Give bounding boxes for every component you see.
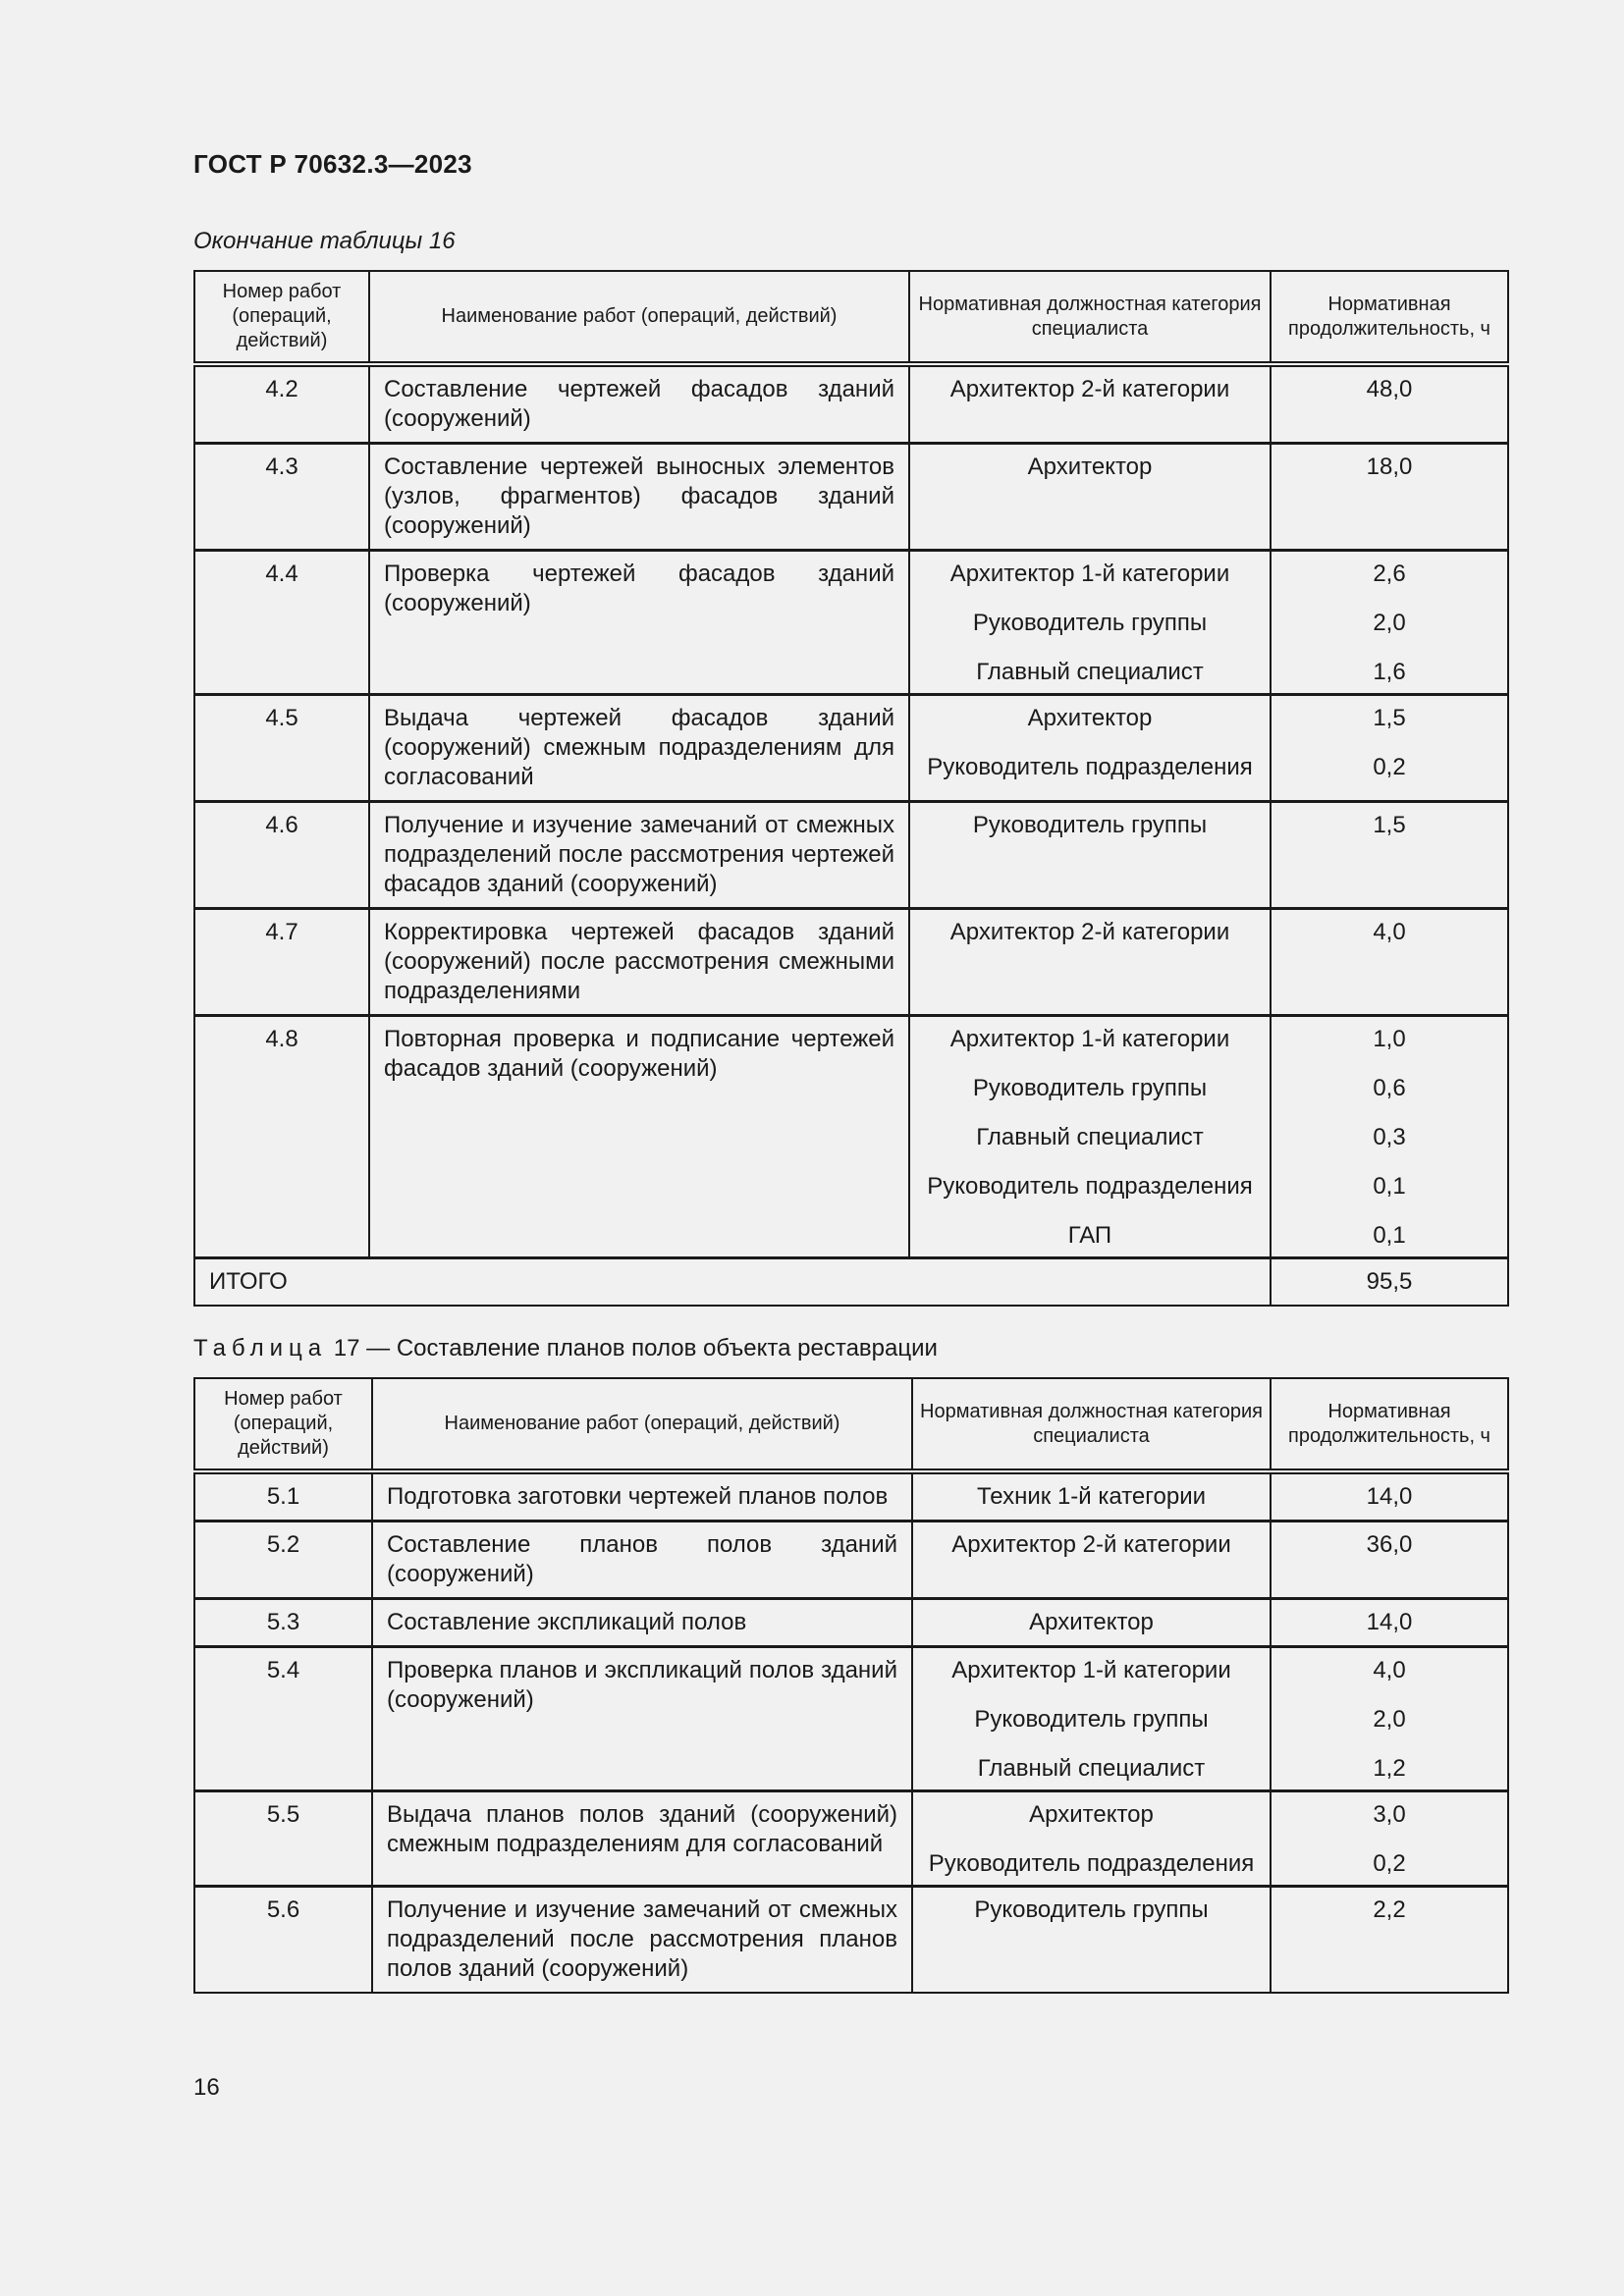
row-hours	[1271, 444, 1508, 551]
table17-caption-word: Таблица	[193, 1335, 328, 1362]
table-17-body	[194, 1471, 1508, 1993]
role-entry: Главный специалист	[976, 659, 1204, 685]
table-row	[194, 1887, 1508, 1994]
table-row	[194, 909, 1508, 1016]
row-hours	[1271, 1647, 1508, 1791]
hours-entry: 1,0	[1373, 1026, 1406, 1052]
table-17	[193, 1377, 1509, 1994]
row-number: 4.6	[194, 802, 369, 909]
total-value: 95,5	[1271, 1258, 1508, 1307]
row-number: 5.4	[194, 1647, 372, 1791]
hours-entry: 4,0	[1373, 1657, 1406, 1683]
role-entry: Архитектор	[1029, 1609, 1154, 1635]
column-header-category: Нормативная должностная категория специалиста	[912, 1378, 1271, 1471]
row-work-name: Составление планов полов зданий (сооружений)	[372, 1522, 912, 1599]
row-roles	[909, 364, 1271, 444]
row-roles	[912, 1887, 1271, 1994]
row-hours	[1271, 364, 1508, 444]
row-number: 4.5	[194, 695, 369, 802]
row-number: 4.8	[194, 1016, 369, 1258]
row-number: 4.7	[194, 909, 369, 1016]
row-hours	[1271, 1599, 1508, 1647]
role-entry: Техник 1-й категории	[976, 1483, 1207, 1510]
hours-entry: 14,0	[1366, 1483, 1413, 1510]
hours-entry: 0,1	[1373, 1173, 1406, 1200]
role-entry: Архитектор	[1027, 705, 1153, 731]
row-hours	[1271, 1016, 1508, 1258]
role-entry: Руководитель группы	[974, 1706, 1209, 1733]
row-roles	[912, 1471, 1271, 1522]
hours-entry: 14,0	[1366, 1609, 1413, 1635]
table-row	[194, 1791, 1508, 1887]
row-number: 4.3	[194, 444, 369, 551]
row-work-name: Повторная проверка и подписание чертежей фасадов зданий (сооружений)	[369, 1016, 909, 1258]
role-entry: Архитектор	[1029, 1801, 1154, 1828]
row-number: 5.5	[194, 1791, 372, 1887]
row-hours	[1271, 1471, 1508, 1522]
table-row	[194, 364, 1508, 444]
row-hours	[1271, 695, 1508, 802]
row-work-name: Корректировка чертежей фасадов зданий (сооружений) после рассмотрения смежными подразделениями	[369, 909, 909, 1016]
hours-entry: 4,0	[1373, 919, 1406, 945]
row-work-name: Составление экспликаций полов	[372, 1599, 912, 1647]
column-header-name: Наименование работ (операций, действий)	[372, 1378, 912, 1471]
hours-entry: 0,2	[1373, 1850, 1406, 1877]
column-header-name: Наименование работ (операций, действий)	[369, 271, 909, 364]
row-work-name: Получение и изучение замечаний от смежных подразделений после рассмотрения чертежей фасадов зданий (сооружений)	[369, 802, 909, 909]
hours-entry: 36,0	[1366, 1531, 1413, 1558]
hours-entry: 2,0	[1373, 610, 1406, 636]
row-roles	[912, 1599, 1271, 1647]
hours-entry: 3,0	[1373, 1801, 1406, 1828]
row-work-name: Составление чертежей выносных элементов (узлов, фрагментов) фасадов зданий (сооружений)	[369, 444, 909, 551]
total-row	[194, 1258, 1508, 1307]
row-work-name: Выдача планов полов зданий (сооружений) смежным подразделениям для согласований	[372, 1791, 912, 1887]
row-roles	[909, 909, 1271, 1016]
row-hours	[1271, 909, 1508, 1016]
table-row	[194, 551, 1508, 695]
column-header-number: Номер работ (операций, действий)	[194, 271, 369, 364]
role-entry: Руководитель группы	[972, 1075, 1208, 1101]
row-hours	[1271, 1791, 1508, 1887]
role-entry: Руководитель группы	[974, 1896, 1209, 1923]
row-work-name: Проверка чертежей фасадов зданий (сооружений)	[369, 551, 909, 695]
table-header-row	[194, 271, 1508, 364]
row-hours	[1271, 802, 1508, 909]
role-entry: Архитектор 1-й категории	[949, 1026, 1230, 1052]
row-hours	[1271, 551, 1508, 695]
table-16	[193, 270, 1509, 1307]
table-row	[194, 444, 1508, 551]
table-row	[194, 695, 1508, 802]
column-header-duration: Нормативная продолжительность, ч	[1271, 1378, 1508, 1471]
row-number: 5.2	[194, 1522, 372, 1599]
row-work-name: Проверка планов и экспликаций полов зданий (сооружений)	[372, 1647, 912, 1791]
role-entry: Архитектор	[1027, 454, 1153, 480]
hours-entry: 1,2	[1373, 1755, 1406, 1782]
row-roles	[909, 551, 1271, 695]
hours-entry: 0,3	[1373, 1124, 1406, 1150]
row-roles	[912, 1522, 1271, 1599]
row-number: 5.1	[194, 1471, 372, 1522]
row-roles	[909, 1016, 1271, 1258]
hours-entry: 0,1	[1373, 1222, 1406, 1249]
row-work-name: Выдача чертежей фасадов зданий (сооружений) смежным подразделениям для согласований	[369, 695, 909, 802]
row-work-name: Составление чертежей фасадов зданий (сооружений)	[369, 364, 909, 444]
row-roles	[912, 1791, 1271, 1887]
row-number: 5.6	[194, 1887, 372, 1994]
row-number: 4.4	[194, 551, 369, 695]
row-work-name: Получение и изучение замечаний от смежных подразделений после рассмотрения планов полов зданий (сооружений)	[372, 1887, 912, 1994]
role-entry: Главный специалист	[977, 1755, 1206, 1782]
role-entry: Руководитель группы	[972, 610, 1208, 636]
row-number: 4.2	[194, 364, 369, 444]
role-entry: Архитектор 2-й категории	[949, 919, 1230, 945]
role-entry: Архитектор 1-й категории	[951, 1657, 1231, 1683]
document-code: ГОСТ Р 70632.3—2023	[193, 149, 472, 179]
hours-entry: 1,6	[1373, 659, 1406, 685]
row-hours	[1271, 1887, 1508, 1994]
table-header-row	[194, 1378, 1508, 1471]
row-number: 5.3	[194, 1599, 372, 1647]
column-header-duration: Нормативная продолжительность, ч	[1271, 271, 1508, 364]
row-work-name: Подготовка заготовки чертежей планов полов	[372, 1471, 912, 1522]
role-entry: Архитектор 2-й категории	[949, 376, 1230, 402]
row-roles	[909, 802, 1271, 909]
table17-caption-title: 17 — Составление планов полов объекта реставрации	[333, 1335, 938, 1362]
hours-entry: 0,6	[1373, 1075, 1406, 1101]
role-entry: Руководитель подразделения	[927, 1173, 1253, 1200]
role-entry: Архитектор 2-й категории	[951, 1531, 1231, 1558]
role-entry: Главный специалист	[976, 1124, 1204, 1150]
hours-entry: 48,0	[1366, 376, 1413, 402]
table17-caption	[193, 1335, 938, 1362]
row-roles	[912, 1647, 1271, 1791]
table-row	[194, 1016, 1508, 1258]
table-row	[194, 1599, 1508, 1647]
row-roles	[909, 444, 1271, 551]
role-entry: Руководитель группы	[972, 812, 1208, 838]
role-entry: Архитектор 1-й категории	[949, 561, 1230, 587]
role-entry: Руководитель подразделения	[927, 754, 1253, 780]
hours-entry: 0,2	[1373, 754, 1406, 780]
hours-entry: 1,5	[1373, 705, 1406, 731]
table16-caption: Окончание таблицы 16	[193, 228, 456, 254]
hours-entry: 2,2	[1373, 1896, 1406, 1923]
row-roles	[909, 695, 1271, 802]
role-entry: Руководитель подразделения	[928, 1850, 1255, 1877]
table-row	[194, 802, 1508, 909]
total-label: ИТОГО	[194, 1258, 1271, 1307]
table-16-body	[194, 364, 1508, 1306]
hours-entry: 2,0	[1373, 1706, 1406, 1733]
table-row	[194, 1522, 1508, 1599]
row-hours	[1271, 1522, 1508, 1599]
hours-entry: 18,0	[1366, 454, 1413, 480]
page-number: 16	[193, 2074, 220, 2101]
hours-entry: 2,6	[1373, 561, 1406, 587]
role-entry: ГАП	[1067, 1222, 1112, 1249]
column-header-category: Нормативная должностная категория специалиста	[909, 271, 1271, 364]
hours-entry: 1,5	[1373, 812, 1406, 838]
table-row	[194, 1647, 1508, 1791]
table-row	[194, 1471, 1508, 1522]
column-header-number: Номер работ (операций, действий)	[194, 1378, 372, 1471]
